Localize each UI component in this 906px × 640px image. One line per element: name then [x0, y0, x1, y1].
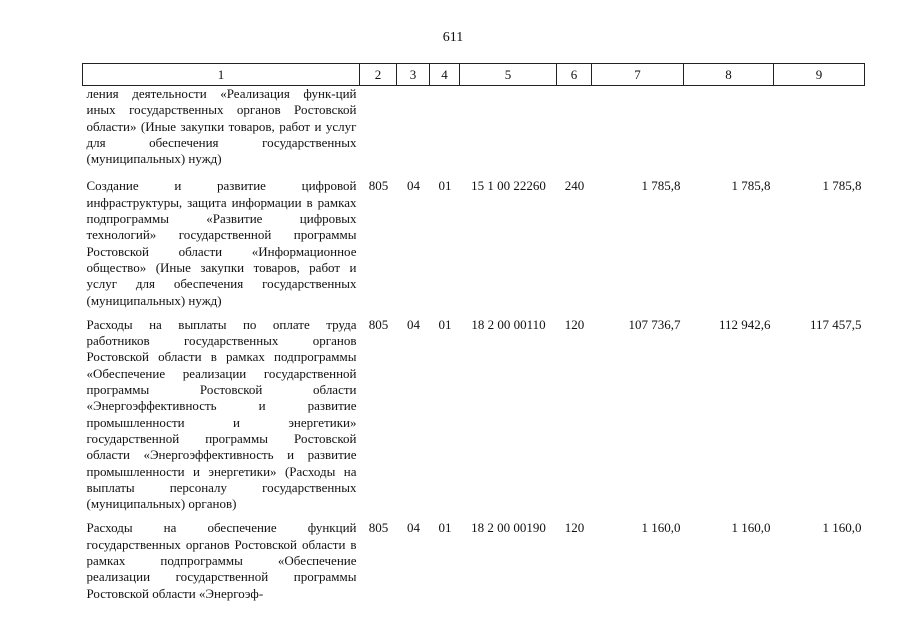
table-row: [83, 520, 865, 601]
cell-amount-3: [774, 86, 865, 179]
column-header: 7: [592, 64, 684, 86]
cell-amount-1: 1 785,8: [641, 178, 681, 194]
cell-amount-2: 112 942,6: [718, 316, 771, 332]
cell-amount-2: 1 785,8: [731, 178, 771, 194]
cell-target-code: [460, 86, 557, 179]
page-number: 611: [442, 30, 464, 45]
cell-target-code: 15 1 00 22260: [471, 178, 546, 194]
cell-amount-2: 1 160,0: [731, 520, 771, 536]
row-description: Создание и развитие цифровой инфраструктуры, защита информации в рамках подпрограммы «Развитие цифровых технологий» государственной программы Ростовской области «Информационное общество» (Иные закупки товаров, работ и услуг для обеспечения государственных (муниципальных) нужд): [86, 178, 357, 308]
cell-target-code: 18 2 00 00190: [471, 520, 546, 536]
column-header: 1: [83, 64, 360, 86]
cell-amount-1: 107 736,7: [628, 316, 681, 332]
table-body: [83, 86, 865, 602]
cell-section-code: 04: [407, 316, 420, 332]
row-description: ления деятельности «Реализация функ-ций иных государственных органов Ростовской области» (Иные закупки товаров, работ и услуг для обеспечения государственных (муниципальных) нужд): [86, 86, 357, 167]
table-row: [83, 86, 865, 179]
table-header: [83, 64, 865, 86]
cell-ministry-code: 805: [368, 178, 389, 194]
cell-amount-1: 1 160,0: [641, 520, 681, 536]
cell-subsection-code: 01: [438, 316, 452, 332]
table-row: [83, 317, 865, 521]
cell-section-code: 04: [407, 178, 420, 194]
cell-amount-2: [684, 86, 774, 179]
cell-amount-3: 117 457,5: [809, 316, 862, 332]
cell-subsection-code: 01: [438, 178, 452, 194]
cell-section-code: [397, 86, 430, 179]
cell-expense-type: 120: [564, 520, 585, 536]
header-row: [83, 64, 865, 86]
column-header: 8: [684, 64, 774, 86]
column-header: 6: [557, 64, 592, 86]
row-description: Расходы на выплаты по оплате труда работников государственных органов Ростовской области в рамках подпрограммы «Обеспечение реализации государственной программы Ростовской области «Энергоэффективность и развитие промышленности и энергетики» государственной программы Ростовской области «Энергоэффективность и развитие промышленности и энергетики» (Расходы на выплаты персоналу государственных (муниципальных) органов): [86, 316, 357, 512]
row-description: Расходы на обеспечение функций государственных органов Ростовской области в рамках подпрограммы «Обеспечение реализации государственной программы Ростовской области «Энергоэф-: [86, 520, 357, 601]
cell-amount-3: 1 160,0: [822, 520, 862, 536]
table-row: [83, 178, 865, 316]
cell-ministry-code: 805: [368, 520, 389, 536]
cell-ministry-code: [360, 86, 397, 179]
cell-section-code: 04: [407, 520, 420, 536]
column-header: 5: [460, 64, 557, 86]
cell-subsection-code: 01: [438, 520, 452, 536]
column-header: 9: [774, 64, 865, 86]
cell-amount-3: 1 785,8: [822, 178, 862, 194]
cell-expense-type: 120: [564, 316, 585, 332]
column-header: 3: [397, 64, 430, 86]
cell-amount-1: [592, 86, 684, 179]
cell-expense-type: 240: [564, 178, 585, 194]
column-header: 4: [430, 64, 460, 86]
budget-table: [82, 63, 865, 602]
column-header: 2: [360, 64, 397, 86]
cell-subsection-code: [430, 86, 460, 179]
cell-ministry-code: 805: [368, 316, 389, 332]
cell-expense-type: [557, 86, 592, 179]
cell-target-code: 18 2 00 00110: [471, 316, 546, 332]
